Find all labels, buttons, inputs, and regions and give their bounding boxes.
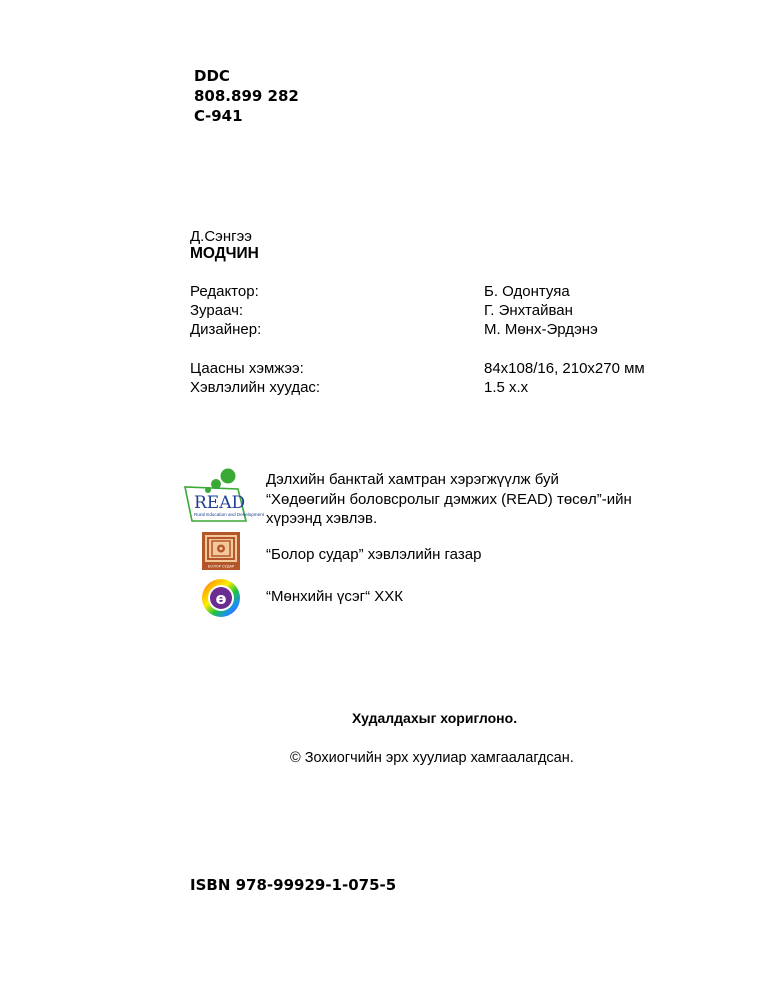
bolor-sudar-logo bbox=[202, 532, 240, 570]
credit-name: Б. Одонтуяа bbox=[484, 283, 570, 300]
spec-row-paper-size bbox=[190, 359, 645, 378]
credits-list bbox=[190, 282, 598, 339]
read-logo-subtext: Rural Education and Development bbox=[194, 512, 264, 517]
classification-block bbox=[194, 66, 299, 126]
read-text-line: Дэлхийн банктай хамтран хэрэгжүүлж буй bbox=[266, 471, 559, 488]
munkhiin-useg-logo bbox=[201, 578, 241, 618]
copyright-notice: © Зохиогчийн эрх хуулиар хамгаалагдсан. bbox=[290, 750, 574, 766]
credit-row-editor bbox=[190, 282, 598, 301]
read-logo-icon bbox=[180, 463, 264, 525]
cutter-number: С-941 bbox=[194, 107, 243, 125]
credit-role: Зураач: bbox=[190, 302, 244, 319]
bolor-logo-text: БОЛОР СУДАР bbox=[207, 564, 235, 569]
read-partner-text bbox=[266, 470, 632, 529]
spec-label: Цаасны хэмжээ: bbox=[190, 360, 304, 377]
credit-name: Г. Энхтайван bbox=[484, 302, 573, 319]
read-logo bbox=[180, 463, 264, 525]
munkhiin-partner-text: “Мөнхийн үсэг“ ХХК bbox=[266, 588, 404, 605]
book-author: Д.Сэнгээ bbox=[190, 228, 252, 245]
ddc-label: DDC bbox=[194, 67, 230, 85]
bolor-partner-text: “Болор судар” хэвлэлийн газар bbox=[266, 546, 482, 563]
read-text-line: “Хөдөөгийн боловсролыг дэмжих (READ) төсөл”-ийн bbox=[266, 490, 632, 508]
read-text-line: хүрээнд хэвлэв. bbox=[266, 510, 378, 527]
credit-row-illustrator bbox=[190, 301, 598, 320]
rainbow-circle-icon bbox=[201, 578, 241, 618]
spec-label: Хэвлэлийн хуудас: bbox=[190, 379, 321, 396]
spec-value: 1.5 х.х bbox=[484, 379, 529, 396]
credit-role: Редактор: bbox=[190, 283, 259, 300]
bolor-sudar-logo-icon bbox=[202, 532, 240, 570]
read-logo-text: READ bbox=[194, 493, 246, 513]
credit-row-designer bbox=[190, 320, 598, 339]
print-specs bbox=[190, 359, 645, 397]
isbn: ISBN 978-99929-1-075-5 bbox=[190, 876, 397, 894]
credit-role: Дизайнер: bbox=[190, 321, 262, 338]
spec-row-print-sheets bbox=[190, 378, 645, 397]
sale-prohibited-notice: Худалдахыг хориглоно. bbox=[352, 710, 518, 726]
svg-text:ө: ө bbox=[215, 589, 227, 608]
book-title: МОДЧИН bbox=[190, 245, 259, 262]
credit-name: М. Мөнх-Эрдэнэ bbox=[484, 321, 598, 338]
spec-value: 84x108/16, 210x270 мм bbox=[484, 360, 645, 377]
ddc-number: 808.899 282 bbox=[194, 87, 299, 105]
